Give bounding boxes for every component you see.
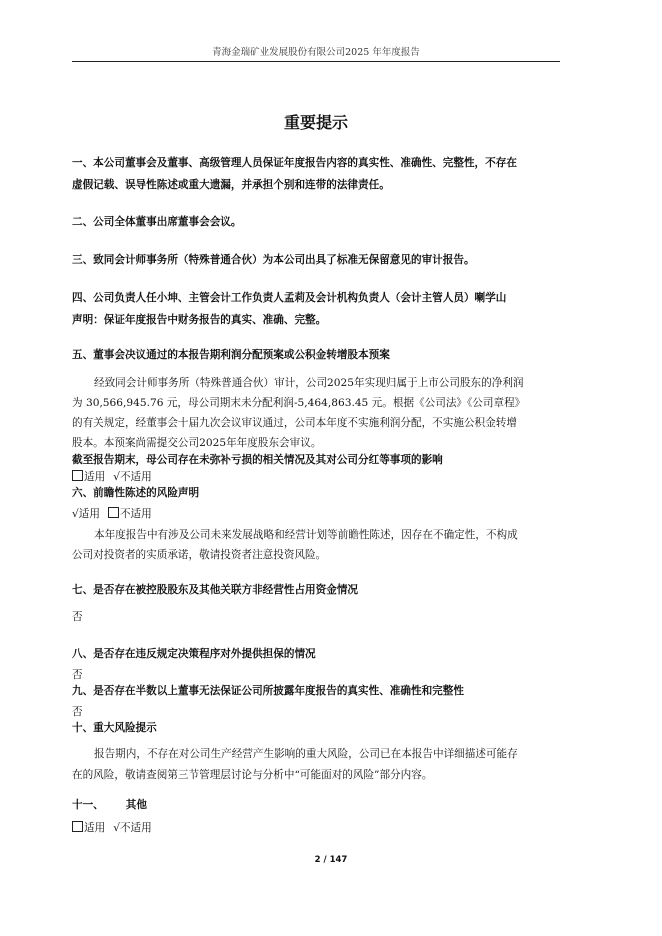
risk-options — [72, 504, 562, 524]
section-11-number: 十一、 — [72, 799, 104, 811]
other-options — [72, 818, 562, 838]
applicable-label: 适用 — [84, 471, 106, 483]
section-5-para-line-1: 经致同会计师事务所（特殊普通合伙）审计，公司2025年实现归属于上市公司股东的净利润 — [94, 377, 524, 389]
section-5-sub-heading: 截至报告期末，母公司存在未弥补亏损的相关情况及其对公司分红等事项的影响 — [72, 454, 443, 466]
not-applicable-label: 不适用 — [119, 822, 152, 834]
section-10-heading: 十、重大风险提示 — [72, 722, 157, 734]
section-9-answer: 否 — [72, 706, 83, 718]
page-header: 青海金瑞矿业发展股份有限公司2025 年年度报告 — [212, 47, 420, 58]
section-8-heading: 八、是否存在违反规定决策程序对外提供担保的情况 — [72, 648, 316, 660]
not-applicable-label: 不适用 — [119, 508, 152, 520]
section-6-heading: 六、前瞻性陈述的风险声明 — [72, 487, 200, 499]
section-7-answer: 否 — [72, 611, 83, 623]
not-applicable-label: 不适用 — [119, 471, 152, 483]
section-5-para-line-4: 股本。本预案尚需提交公司2025年年度股东会审议。 — [72, 437, 322, 449]
section-3: 三、致同会计师事务所（特殊普通合伙）为本公司出具了标准无保留意见的审计报告。 — [72, 254, 475, 266]
check-mark[interactable]: √ — [72, 508, 79, 520]
section-5-para-line-2: 为 30,566,945.76 元，母公司期末未分配利润-5,464,863.45 元。根据《公司法》《公司章程》 — [72, 397, 526, 409]
page-title: 重要提示 — [283, 113, 348, 132]
section-5-para-line-3: 的有关规定，经董事会十届九次会议审议通过，公司本年度不实施利润分配，不实施公积金转增 — [72, 417, 517, 429]
section-4-line-2: 声明：保证年度报告中财务报告的真实、准确、完整。 — [72, 314, 327, 326]
section-11-title: 其他 — [125, 799, 147, 811]
section-8-answer: 否 — [72, 669, 83, 681]
section-1-line-2: 虚假记载、误导性陈述或重大遗漏，并承担个别和连带的法律责任。 — [72, 179, 390, 191]
check-mark[interactable]: √ — [113, 822, 120, 834]
page-number: 2 / 147 — [314, 855, 348, 865]
applicable-label: 适用 — [78, 508, 100, 520]
section-2: 二、公司全体董事出席董事会会议。 — [72, 216, 242, 228]
section-4-line-1: 四、公司负责人任小坤、主管会计工作负责人孟莉及会计机构负责人（会计主管人员）喇学山 — [72, 292, 507, 304]
unchecked-box[interactable] — [72, 470, 83, 481]
section-6-para-line-1: 本年度报告中有涉及公司未来发展战略和经营计划等前瞻性陈述，因存在不确定性，不构成 — [94, 529, 518, 541]
section-11-heading — [72, 793, 562, 817]
section-9-heading: 九、是否存在半数以上董事无法保证公司所披露年度报告的真实性、准确性和完整性 — [72, 685, 464, 697]
section-7-heading: 七、是否存在被控股股东及其他关联方非经营性占用资金情况 — [72, 584, 359, 596]
section-6-para-line-2: 公司对投资者的实质承诺，敬请投资者注意投资风险。 — [72, 549, 327, 561]
applicable-label: 适用 — [84, 822, 106, 834]
header-rule — [72, 61, 560, 62]
section-10-para-line-1: 报告期内，不存在对公司生产经营产生影响的重大风险，公司已在本报告中详细描述可能存 — [94, 748, 518, 760]
unchecked-box[interactable] — [72, 821, 83, 832]
section-5-heading: 五、董事会决议通过的本报告期利润分配预案或公积金转增股本预案 — [72, 349, 390, 361]
check-mark[interactable]: √ — [113, 471, 120, 483]
unchecked-box[interactable] — [108, 507, 119, 518]
section-10-para-line-2: 在的风险，敬请查阅第三节管理层讨论与分析中“可能面对的风险”部分内容。 — [72, 769, 433, 781]
section-1-line-1: 一、本公司董事会及董事、高级管理人员保证年度报告内容的真实性、准确性、完整性，不存在 — [72, 157, 517, 169]
